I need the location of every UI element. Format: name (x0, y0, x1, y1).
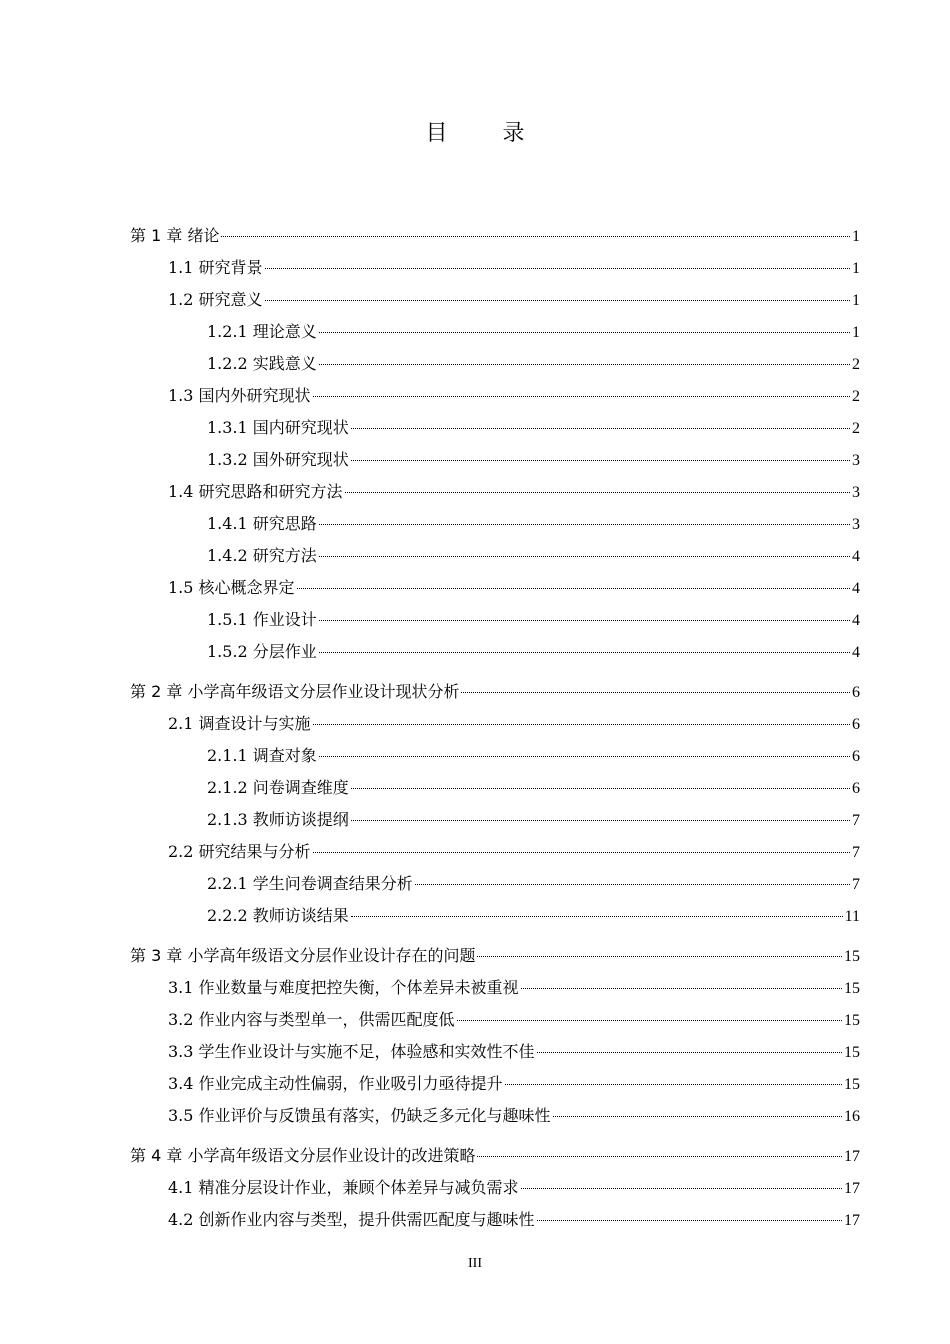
toc-entry-page: 17 (844, 1148, 860, 1165)
dot-leader (505, 1084, 842, 1085)
toc-section-entry[interactable] (130, 446, 860, 478)
toc-entry-label: 1.4.1 研究思路 (207, 514, 317, 533)
dot-leader (221, 236, 850, 237)
toc-entry-page: 4 (852, 580, 860, 597)
dot-leader (351, 788, 850, 789)
toc-entry-label: 2.2.1 学生问卷调查结果分析 (207, 874, 413, 893)
dot-leader (319, 332, 850, 333)
toc-entry-label: 第 4 章 小学高年级语文分层作业设计的改进策略 (130, 1146, 476, 1165)
toc-entry-page: 15 (844, 948, 860, 965)
toc-section-entry[interactable] (130, 286, 860, 318)
dot-leader (351, 820, 850, 821)
dot-leader (351, 460, 850, 461)
toc-entry-label: 3.5 作业评价与反馈虽有落实，仍缺乏多元化与趣味性 (168, 1106, 551, 1125)
toc-section-entry[interactable] (130, 1070, 860, 1102)
toc-entry-page: 7 (852, 812, 860, 829)
toc-chapter-entry[interactable] (130, 222, 860, 254)
toc-entry-page: 3 (852, 516, 860, 533)
dot-leader (319, 652, 850, 653)
toc-section-entry[interactable] (130, 382, 860, 414)
toc-entry-label: 1.2 研究意义 (168, 290, 263, 309)
dot-leader (265, 300, 850, 301)
toc-entry-page: 4 (852, 644, 860, 661)
toc-entry-label: 2.1.1 调查对象 (207, 746, 317, 765)
toc-entry-label: 1.5.1 作业设计 (207, 610, 317, 629)
toc-section-entry[interactable] (130, 510, 860, 542)
dot-leader (313, 396, 850, 397)
toc-entry-label: 第 2 章 小学高年级语文分层作业设计现状分析 (130, 682, 460, 701)
toc-section-entry[interactable] (130, 1174, 860, 1206)
toc-entry-page: 7 (852, 844, 860, 861)
dot-leader (521, 988, 842, 989)
page-title: 目 录 (425, 121, 549, 146)
toc-section-entry[interactable] (130, 974, 860, 1006)
dot-leader (297, 588, 850, 589)
toc-entry-label: 1.3.1 国内研究现状 (207, 418, 349, 437)
toc-entry-label: 3.1 作业数量与难度把控失衡，个体差异未被重视 (168, 978, 519, 997)
toc-entry-page: 17 (844, 1180, 860, 1197)
toc-entry-page: 4 (852, 548, 860, 565)
toc-entry-label: 1.2.1 理论意义 (207, 322, 317, 341)
dot-leader (351, 916, 843, 917)
toc-section-entry[interactable] (130, 838, 860, 870)
toc-entry-label: 1.4 研究思路和研究方法 (168, 482, 343, 501)
toc-entry-label: 1.3 国内外研究现状 (168, 386, 311, 405)
toc-section-entry[interactable] (130, 638, 860, 670)
toc-entry-label: 1.3.2 国外研究现状 (207, 450, 349, 469)
dot-leader (537, 1052, 842, 1053)
toc-entry-page: 15 (844, 1044, 860, 1061)
toc-section-entry[interactable] (130, 254, 860, 286)
dot-leader (319, 756, 850, 757)
toc-entry-label: 4.2 创新作业内容与类型，提升供需匹配度与趣味性 (168, 1210, 535, 1229)
toc-chapter-entry[interactable] (130, 1142, 860, 1174)
toc-entry-page: 7 (852, 876, 860, 893)
toc-section-entry[interactable] (130, 806, 860, 838)
toc-entry-label: 第 3 章 小学高年级语文分层作业设计存在的问题 (130, 946, 476, 965)
toc-entry-page: 2 (852, 356, 860, 373)
toc-entry-label: 2.2 研究结果与分析 (168, 842, 311, 861)
dot-leader (477, 956, 842, 957)
toc-entry-page: 17 (844, 1212, 860, 1229)
toc-entry-label: 1.4.2 研究方法 (207, 546, 317, 565)
toc-section-entry[interactable] (130, 742, 860, 774)
toc-section-entry[interactable] (130, 1038, 860, 1070)
toc-entry-page: 3 (852, 452, 860, 469)
toc-entry-page: 4 (852, 612, 860, 629)
toc-entry-page: 15 (844, 980, 860, 997)
toc-entry-page: 1 (852, 324, 860, 341)
table-of-contents (130, 222, 860, 1238)
dot-leader (537, 1220, 842, 1221)
toc-section-entry[interactable] (130, 542, 860, 574)
dot-leader (351, 428, 850, 429)
toc-section-entry[interactable] (130, 414, 860, 446)
toc-section-entry[interactable] (130, 774, 860, 806)
page-number: III (468, 1256, 482, 1271)
toc-chapter-entry[interactable] (130, 942, 860, 974)
dot-leader (265, 268, 850, 269)
toc-section-entry[interactable] (130, 606, 860, 638)
dot-leader (461, 692, 850, 693)
dot-leader (319, 620, 850, 621)
toc-section-entry[interactable] (130, 710, 860, 742)
dot-leader (521, 1188, 842, 1189)
toc-section-entry[interactable] (130, 902, 860, 934)
toc-entry-label: 2.1.3 教师访谈提纲 (207, 810, 349, 829)
toc-entry-page: 15 (844, 1012, 860, 1029)
toc-entry-label: 1.1 研究背景 (168, 258, 263, 277)
toc-section-entry[interactable] (130, 478, 860, 510)
toc-entry-page: 6 (852, 780, 860, 797)
toc-entry-page: 3 (852, 484, 860, 501)
dot-leader (553, 1116, 842, 1117)
toc-entry-page: 6 (852, 748, 860, 765)
toc-entry-page: 1 (852, 228, 860, 245)
toc-entry-label: 3.3 学生作业设计与实施不足，体验感和实效性不佳 (168, 1042, 535, 1061)
toc-entry-label: 1.5 核心概念界定 (168, 578, 295, 597)
dot-leader (319, 556, 850, 557)
toc-entry-page: 6 (852, 684, 860, 701)
toc-entry-page: 2 (852, 388, 860, 405)
dot-leader (457, 1020, 842, 1021)
dot-leader (313, 852, 850, 853)
dot-leader (313, 724, 850, 725)
toc-section-entry[interactable] (130, 318, 860, 350)
toc-entry-label: 2.2.2 教师访谈结果 (207, 906, 349, 925)
toc-entry-page: 16 (844, 1108, 860, 1125)
toc-entry-label: 3.4 作业完成主动性偏弱，作业吸引力亟待提升 (168, 1074, 503, 1093)
toc-entry-label: 1.2.2 实践意义 (207, 354, 317, 373)
dot-leader (477, 1156, 842, 1157)
toc-chapter-entry[interactable] (130, 678, 860, 710)
toc-entry-page: 11 (844, 908, 860, 925)
toc-entry-page: 15 (844, 1076, 860, 1093)
toc-section-entry[interactable] (130, 1206, 860, 1238)
toc-entry-label: 4.1 精准分层设计作业，兼顾个体差异与减负需求 (168, 1178, 519, 1197)
toc-section-entry[interactable] (130, 574, 860, 606)
toc-section-entry[interactable] (130, 870, 860, 902)
toc-entry-label: 1.5.2 分层作业 (207, 642, 317, 661)
toc-entry-page: 1 (852, 260, 860, 277)
toc-section-entry[interactable] (130, 1006, 860, 1038)
toc-entry-label: 2.1.2 问卷调查维度 (207, 778, 349, 797)
toc-entry-label: 3.2 作业内容与类型单一，供需匹配度低 (168, 1010, 455, 1029)
dot-leader (345, 492, 850, 493)
toc-entry-page: 6 (852, 716, 860, 733)
toc-section-entry[interactable] (130, 1102, 860, 1134)
dot-leader (415, 884, 850, 885)
dot-leader (319, 364, 850, 365)
toc-entry-page: 2 (852, 420, 860, 437)
dot-leader (319, 524, 850, 525)
toc-section-entry[interactable] (130, 350, 860, 382)
toc-entry-label: 2.1 调查设计与实施 (168, 714, 311, 733)
toc-entry-page: 1 (852, 292, 860, 309)
toc-entry-label: 第 1 章 绪论 (130, 226, 220, 245)
